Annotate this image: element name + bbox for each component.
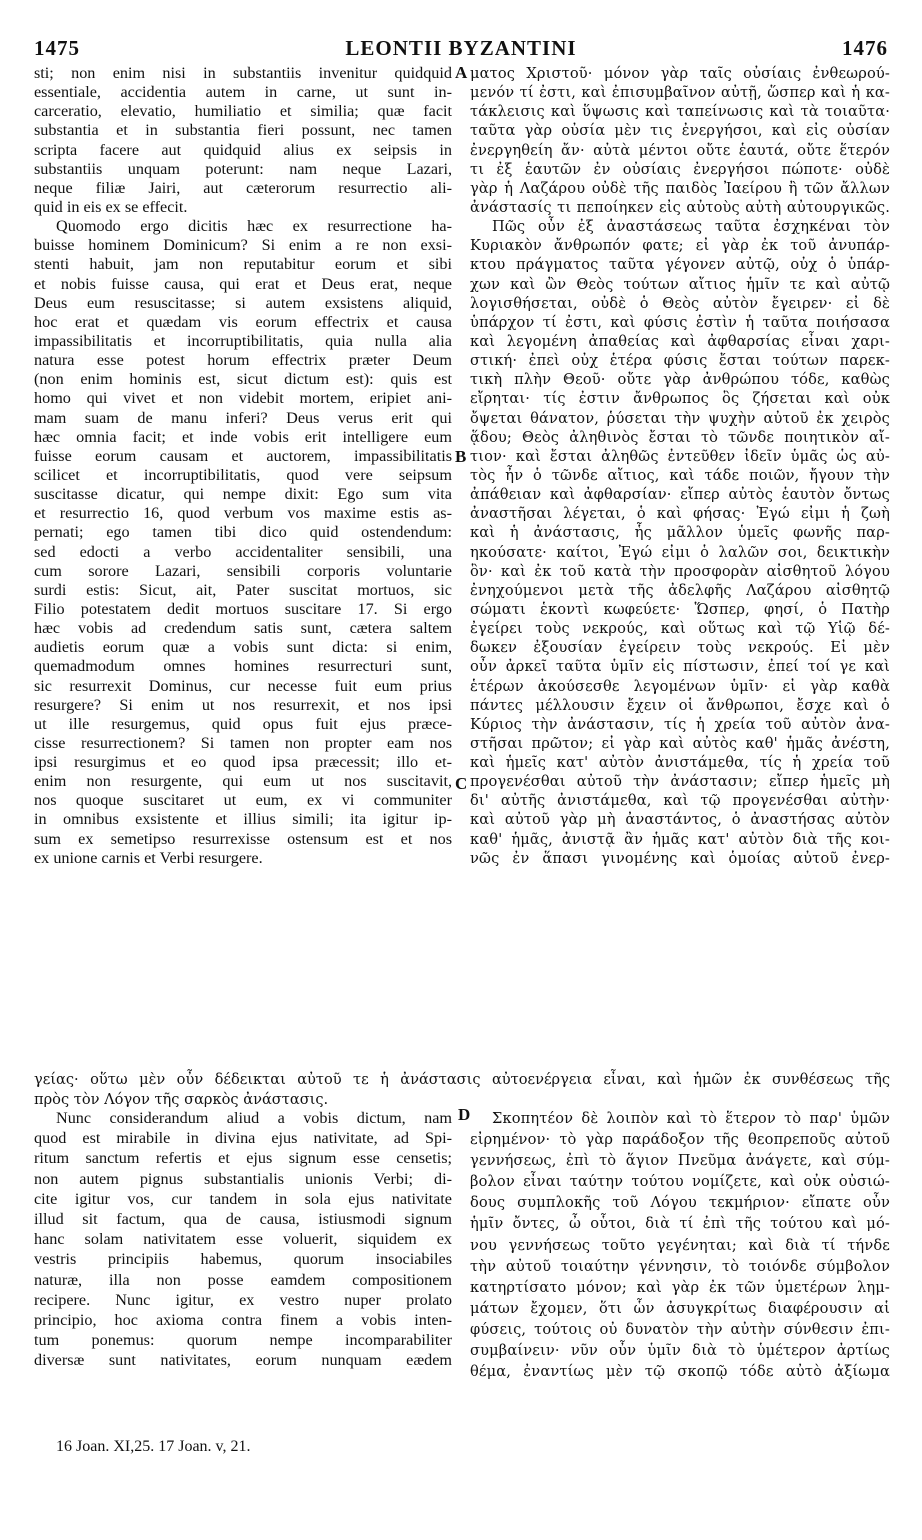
text-line: γεννήσεως, ἐπὶ τὸ ἅγιον Πνεῦμα ἀνάγετε, καὶ σύμ-: [470, 1152, 890, 1170]
text-line: ματος Χριστοῦ· μόνον γὰρ ταῖς οὐσίαις ἐνθεωρού-: [470, 65, 890, 82]
text-line: (non enim hominis est, sicut dictum est): quis est: [34, 370, 452, 389]
text-line: συμβαίνειν· νῦν οὖν ὑμῖν διὰ τὸ ὑμέτερον ἀρτίως: [470, 1342, 890, 1360]
text-line: ἐνηχούμενοι μετὰ τῆς ἀδελφῆς Λαζάρου αἰσθητῷ: [470, 581, 890, 599]
text-line: Nunc considerandum aliud a vobis dictum, nam: [56, 1109, 452, 1127]
text-line: scripta facere aut quidquid alius ex seipsis in: [34, 140, 452, 159]
text-line: enim non resurgente, qui eum ut nos suscitavit,: [34, 772, 452, 791]
text-line: φύσεις, τούτοις οὐ δυνατὸν τὴν αὐτὴν σύνθεσιν ἐπι-: [470, 1320, 890, 1338]
text-line: γὰρ ἡ Λαζάρου οὐδὲ τῆς παιδὸς Ἰαείρου ἢ τῶν ἄλλων: [470, 179, 890, 197]
text-line: Filio potestatem dedit mortuos suscitare 17. Si ergo: [34, 599, 452, 618]
text-line: ut ille resurgemus, quid opus fuit ejus præce-: [34, 714, 452, 733]
text-line: et resurrectio 16, quod verbum vos maxime estis as-: [34, 504, 452, 523]
text-line: στῆσαι πρῶτον; εἰ γὰρ καὶ αὐτὸς καθ' ἡμᾶς ἀνέστη,: [470, 734, 890, 752]
text-line: sic resurrexit Dominus, cur necesse fuit eum prius: [34, 676, 452, 695]
text-line: sed edocti a verbo accidentaliter sensibili, una: [34, 542, 452, 561]
text-line: ὄψεται θάνατον, ῥύσεται τὴν ψυχὴν αὐτοῦ ἐκ χειρὸς: [470, 409, 890, 427]
text-line: Πῶς οὖν ἐξ ἀναστάσεως ταῦτα ἐσχηκέναι τὸν: [492, 218, 890, 236]
text-line: homo qui vivet et non videbit mortem, eripiet ani-: [34, 389, 452, 408]
text-line: cisse resurrectionem? Si tamen non propter eam nos: [34, 733, 452, 752]
text-line: κατηρτίσατο μόνον; καὶ γὰρ ἐκ τῶν ὑμετέρων λημ-: [470, 1278, 890, 1296]
text-line: νου γεννήσεως τοῦτο γεγένηται; καὶ διὰ τί τήνδε: [470, 1236, 890, 1254]
text-line: σώματι ἑκοντὶ κωφεύετε· Ὥσπερ, φησί, ὁ Πατὴρ: [470, 600, 890, 618]
text-line: προγενέσθαι αὐτοῦ τὴν ἀνάστασιν; εἴπερ ἡμεῖς μὴ: [470, 773, 890, 791]
latin-column-bottom: [34, 1108, 452, 1370]
text-line: ἐνεργηθείη ἄν· αὐτὰ μέντοι οὔτε ἑαυτά, οὔτε ἕτερόν: [470, 141, 890, 159]
text-line: ritum sanctum refertis et ejus signum esse censetis;: [34, 1149, 452, 1168]
text-line: Κυριακὸν ἄνθρωπόν φατε; εἰ γὰρ ἐκ τοῦ ἀνυπάρ-: [470, 237, 890, 255]
text-line: sum ex semetipso resurrexisse ostensum est et nos: [34, 829, 452, 848]
text-line: ἡμῖν ὄντες, ὦ οὗτοι, διὰ τί ἐπὶ τῆς τούτου καὶ μό-: [470, 1215, 890, 1233]
text-line: ipsi resurgimus et eo quod ipsa præcessit; illo et-: [34, 753, 452, 772]
text-line: ἀναστῆσαι λέγεται, ὁ καὶ φήσας· Ἐγώ εἰμι ἡ ζωὴ: [470, 505, 890, 523]
section-marker-c: C: [455, 774, 468, 793]
text-line: neque filiæ Jairi, aut cæterorum resurrectio ali-: [34, 178, 452, 197]
text-line: cum sorore Lazari, sensibili corporis voluntarie: [34, 561, 452, 580]
page-number-right: 1476: [842, 36, 888, 60]
text-line: substantia et in substantia fieri possunt, nec tamen: [34, 121, 452, 140]
text-line: Κύριος τὴν ἀνάστασιν, τίς ἡ χρεία τοῦ αὐτὸν ἀνα-: [470, 715, 890, 733]
text-line: mam suam de manu inferi? Deus verus erit qui: [34, 408, 452, 427]
text-line: Quomodo ergo dicitis hæc ex resurrectione ha-: [56, 217, 452, 236]
text-line: τικὴ πλὴν Θεοῦ· οὔτε γὰρ ἀνθρώπου τόδε, καθὼς: [470, 371, 890, 389]
text-line: εἴρηται· τίς ἐστιν ἄνθρωπος ὃς ζήσεται καὶ οὐκ: [470, 390, 890, 408]
page-header: [0, 14, 922, 60]
text-line: hoc erat et quædam vis eorum effectrix et causa: [34, 312, 452, 331]
text-line: audietis eorum quæ a vobis sunt dicta: si enim,: [34, 638, 452, 657]
text-line: γείας· οὕτω μὲν οὖν δέδεικται αὐτοῦ τε ἡ ἀνάστασις αὐτοενέργεια εἶναι, καὶ ἡμῶν ἐκ συνθέσεως τῆς: [34, 1071, 890, 1088]
section-marker-b: B: [455, 447, 467, 466]
text-line: ἑτέρων ἀκούσεσθε λεγομένων ὑμῖν· εἰ γὰρ καθὰ: [470, 677, 890, 695]
text-line: ex unione carnis et Verbi resurgere.: [34, 848, 263, 867]
text-line: καθ' ἡμᾶς, ἀνιστᾷ ἂν ἡμᾶς κατ' αὐτὸν διὰ τῆς κοι-: [470, 830, 890, 848]
text-line: πάντες μέλλουσιν ἔχειν οἱ ἄνθρωποι, ἔσχε καὶ ὁ: [470, 696, 890, 714]
text-line: βολον εἶναι ταύτην τούτου νομίζετε, καὶ οὐκ οὐσιώ-: [470, 1173, 890, 1191]
text-line: νῶς ἐν ἅπασι γινομένης καὶ ὁμοίας αὐτοῦ ἐνερ-: [470, 849, 890, 867]
text-line: χων καὶ ὢν Θεὸς τούτων αἴτιος ἡμῖν τε καὶ αὐτῷ: [470, 275, 890, 293]
greek-fullwidth-lines: [34, 1070, 890, 1110]
text-line: καὶ λεγομένη ἀπαθείας καὶ ἀφθαρσίας εἶναι χαρι-: [470, 332, 890, 350]
text-line: sti; non enim nisi in substantiis invenitur quidquid: [34, 64, 452, 82]
text-line: carceratio, elevatio, humiliatio et similia; quæ facit: [34, 102, 452, 121]
text-line: στική· ἐπεὶ οὐχ ἑτέρα φύσις ἔσται τούτων παρεκ-: [470, 352, 890, 370]
text-line: natura esse potest horum effectrix præter Deum: [34, 351, 452, 370]
text-line: recipere. Nunc igitur, ex vestro nuper prolato: [34, 1290, 452, 1309]
section-marker-a: A: [455, 63, 468, 82]
text-line: δωκεν ἐξουσίαν ἐγείρειν τοὺς νεκρούς. Εἰ μὲν: [470, 639, 890, 657]
text-line: substantiis unquam poterunt: nam neque Lazari,: [34, 159, 452, 178]
text-line: καὶ ἡ ἀνάστασις, ἧς μᾶλλον ὑμεῖς φωνῆς παρ-: [470, 524, 890, 542]
text-line: buisse hominem Dominicum? Si enim a re non exsi-: [34, 236, 452, 255]
text-line: οὖν ἀρκεῖ ταῦτα ὑμῖν εἰς πίστωσιν, ἐπεί τοί γε καὶ: [470, 658, 890, 676]
text-line: θέμα, ἐναντίως μὲν τῷ σκοπῷ τόδε αὐτὸ ἀξίωμα: [470, 1363, 890, 1381]
text-line: τάκλεισις καὶ ὕψωσις καὶ ταπείνωσις καὶ τὰ τοιαῦτα·: [470, 103, 890, 121]
text-line: quemadmodum omnes homines resurrecturi sunt,: [34, 657, 452, 676]
text-line: principio, hoc axioma contra finem a vobis inten-: [34, 1310, 452, 1329]
text-line: tum ponemus: quorum nempe incomparabiliter: [34, 1331, 452, 1350]
text-line: vestris principiis habemus, quorum insociabiles: [34, 1250, 452, 1269]
text-line: cite igitur vos, cur tandem in sola ejus nativitate: [34, 1189, 452, 1208]
text-line: τὸς ἦν ὁ τῶνδε αἴτιος, καὶ τάδε ποιῶν, ἤγουν τὴν: [470, 466, 890, 484]
text-line: nos quoque suscitaret ut eum, ex vi communiter: [34, 791, 452, 810]
text-line: τιον· καὶ ἔσται ἀληθῶς ἐντεῦθεν ἰδεῖν ὑμᾶς ὡς αὐ-: [470, 447, 890, 465]
text-line: μάτων ἔχομεν, ὅτι ὧν ἀσυγκρίτως διαφέρουσιν αἱ: [470, 1299, 890, 1317]
text-line: in omnibus exsistente et illius simili; ita igitur ip-: [34, 810, 452, 829]
text-line: hæc omnia facit; et inde vobis erit intelligere eum: [34, 427, 452, 446]
text-line: κτου πράγματος ταῦτα γέγονεν αὐτῷ, οὐχ ὁ ὑπάρ-: [470, 256, 890, 274]
text-line: καὶ αὐτοῦ γὰρ μὴ ἀναστάντος, ὁ ἀναστήσας αὐτὸν: [470, 811, 890, 829]
text-line: quod est mirabile in divina ejus nativitate, ad Spi-: [34, 1129, 452, 1148]
text-line: diversæ sunt nativitates, eorum nunquam eædem: [34, 1351, 452, 1370]
text-line: ἀπάθειαν καὶ ἀφθαρσίαν· εἴπερ αὐτὸς ἑαυτὸν ὄντως: [470, 486, 890, 504]
text-line: ᾅδου; Θεὸς ἀληθινὸς ἔσται τὸ τῶνδε ποιητικὸν αἴ-: [470, 428, 890, 446]
running-title: LEONTII BYZANTINI: [345, 36, 577, 60]
latin-column-top: [34, 64, 452, 868]
text-line: naturæ, illa non posse eamdem compositionem: [34, 1270, 452, 1289]
text-line: πρὸς τὸν Λόγον τῆς σαρκὸς ἀνάστασις.: [34, 1091, 329, 1108]
text-line: ὑπάρχον τί ἐστι, καὶ φύσις ἐστὶν ἡ ταῦτα ποιήσασα: [470, 313, 890, 331]
text-line: ταῦτα γὰρ οὐσία μὲν τις ἐνεργήσοι, καὶ εἰς οὐσίαν: [470, 122, 890, 140]
text-line: quid in eis ex se effecit.: [34, 197, 188, 216]
text-line: τὴν αὐτοῦ τοιαύτην γέννησιν, τὸ τοιόνδε σύμβολον: [470, 1257, 890, 1275]
text-line: surdi estis: Sicut, ait, Pater suscitat mortuos, sic: [34, 580, 452, 599]
text-line: fuisse eorum causam et auctorem, impassibilitatis: [34, 446, 452, 465]
text-line: καὶ ἡμεῖς κατ' αὐτὸν ἀνιστάμεθα, τίς ἡ χρεία τοῦ: [470, 754, 890, 772]
text-line: λογισθήσεται, οὐδὲ ὁ Θεὸς αὐτὸν ἔγειρεν· εἰ δὲ: [470, 294, 890, 312]
text-line: suscitasse dicatur, qui nempe dixit: Ego sum vita: [34, 485, 452, 504]
text-line: δι' αὐτῆς ἀνιστάμεθα, καὶ τῷ προγενέσθαι αὐτὴν·: [470, 792, 890, 810]
greek-column-top: [470, 64, 890, 868]
text-line: pernati; ego tamen tibi dico quid ostendendum:: [34, 523, 452, 542]
text-line: hæc vobis ad credendum satis sunt, cætera saltem: [34, 619, 452, 638]
text-line: scilicet et incorruptibilitatis, quod vere seipsum: [34, 465, 452, 484]
text-line: essentiale, accidentia autem in carne, ut sunt in-: [34, 83, 452, 102]
greek-column-bottom: [470, 1108, 890, 1382]
text-line: et nobis fuisse causa, qui erat et Deus erat, neque: [34, 274, 452, 293]
text-line: εἰρημένον· τὸ γὰρ παράδοξον τῆς θεοπρεποῦς αὐτοῦ: [470, 1131, 890, 1149]
text-line: ἐγείρει τοὺς νεκρούς, καὶ οὕτως καὶ τῷ Υἱῷ δέ-: [470, 620, 890, 638]
text-line: Deus eum resuscitasse; si autem exsistens aliquid,: [34, 293, 452, 312]
text-line: non autem pignus substantialis unionis Verbi; di-: [34, 1169, 452, 1188]
text-line: ηκούσατε· καίτοι, Ἐγώ εἰμι ὁ λαλῶν σοι, δεικτικὴν: [470, 543, 890, 561]
text-line: stenti habuit, jam non reputabitur eorum et sibi: [34, 255, 452, 274]
footnotes: 16 Joan. XI,25. 17 Joan. v, 21.: [56, 1438, 251, 1455]
text-line: τι ἐξ ἑαυτῶν ἐν οὐσίαις ἐνεργήσοι πώποτε· οὐδὲ: [470, 160, 890, 178]
text-line: ἀνάστασίς τι πεποίηκεν εἰς αὐτοὺς αὐτὴ αὐτουργικῶς.: [470, 198, 890, 216]
text-line: impassibilitatis et incorruptibilitatis, quia nulla alia: [34, 331, 452, 350]
section-marker-d: D: [458, 1105, 471, 1124]
text-line: μενόν τί ἐστι, καὶ ἐπισυμβαῖνον αὐτῇ, ὥσπερ καὶ ἡ κα-: [470, 84, 890, 102]
text-line: Σκοπητέον δὲ λοιπὸν καὶ τὸ ἕτερον τὸ παρ' ὑμῶν: [492, 1110, 890, 1127]
text-line: hanc solam nativitatem esse voluerit, siquidem ex: [34, 1230, 452, 1249]
text-line: ὃν· καὶ ἐκ τοῦ κατὰ τὴν προσφορὰν αἰσθητοῦ λόγου: [470, 562, 890, 580]
text-line: δους συμπλοκῆς τοῦ Λόγου τεκμήριον· εἴπατε οὖν: [470, 1194, 890, 1212]
text-line: illud sit factum, qua de causa, istiusmodi signum: [34, 1209, 452, 1228]
text-line: resurgere? Si enim ut nos resurrexit, et nos ipsi: [34, 695, 452, 714]
page-number-left: 1475: [34, 36, 80, 60]
